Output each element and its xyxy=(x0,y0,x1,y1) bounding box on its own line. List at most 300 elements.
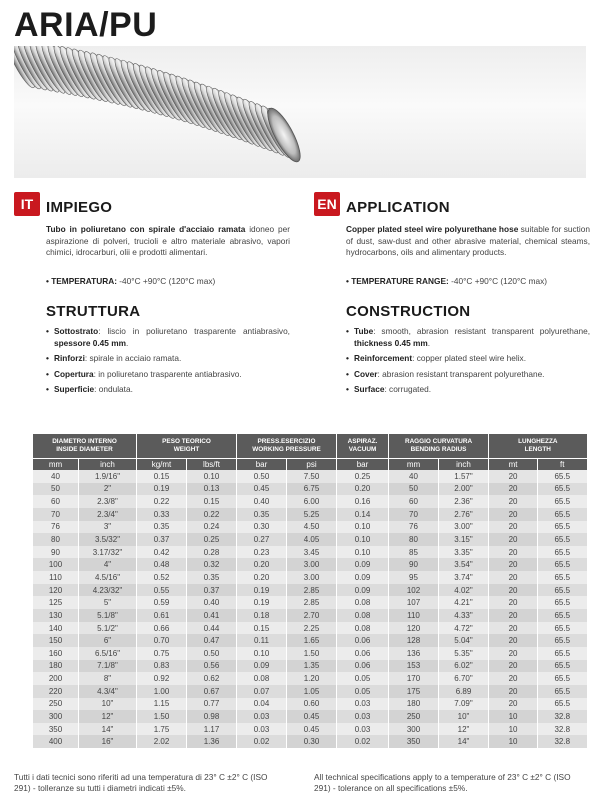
table-cell: 20 xyxy=(489,634,538,647)
table-row xyxy=(33,647,587,660)
group-label-it: DIAMETRO INTERNO xyxy=(52,437,117,445)
table-cell: 0.60 xyxy=(287,698,337,711)
table-cell: 0.44 xyxy=(187,622,237,635)
table-cell: 2" xyxy=(79,483,137,496)
table-cell: 20 xyxy=(489,470,538,483)
table-cell: 0.09 xyxy=(337,558,389,571)
table-cell: 65.5 xyxy=(538,698,587,711)
usage-bold-it: Tubo in poliuretano con spirale d'acciaio ramata xyxy=(46,224,246,234)
table-cell: 250 xyxy=(33,698,79,711)
table-cell: 350 xyxy=(33,723,79,736)
table-cell: 0.61 xyxy=(137,609,187,622)
table-cell: 0.62 xyxy=(187,672,237,685)
table-cell: 4.23/32" xyxy=(79,584,137,597)
table-cell: 80 xyxy=(389,533,439,546)
table-cell: 1.35 xyxy=(287,660,337,673)
table-cell: 0.52 xyxy=(137,571,187,584)
lang-badge-it: IT xyxy=(14,192,40,216)
column-unit: inch xyxy=(79,458,137,470)
table-cell: 65.5 xyxy=(538,558,587,571)
table-cell: 6.02" xyxy=(439,660,489,673)
table-cell: 0.98 xyxy=(187,710,237,723)
structure-title-en: CONSTRUCTION xyxy=(346,303,471,320)
table-cell: 0.47 xyxy=(187,634,237,647)
table-cell: 20 xyxy=(489,596,538,609)
table-cell: 125 xyxy=(33,596,79,609)
table-cell: 107 xyxy=(389,596,439,609)
table-cell: 0.77 xyxy=(187,698,237,711)
table-cell: 130 xyxy=(33,609,79,622)
table-cell: 65.5 xyxy=(538,571,587,584)
table-cell: 0.50 xyxy=(187,647,237,660)
group-label-en: BENDING RADIUS xyxy=(410,445,467,453)
column-unit: lbs/ft xyxy=(187,458,237,470)
table-cell: 0.06 xyxy=(337,660,389,673)
table-cell: 180 xyxy=(389,698,439,711)
group-label-it: LUNGHEZZA xyxy=(518,437,558,445)
table-cell: 1.50 xyxy=(287,647,337,660)
table-cell: 160 xyxy=(33,647,79,660)
hose-image xyxy=(14,46,586,178)
table-cell: 0.02 xyxy=(237,735,287,748)
table-cell: 60 xyxy=(389,495,439,508)
table-cell: 20 xyxy=(489,495,538,508)
table-cell: 0.27 xyxy=(237,533,287,546)
table-cell: 300 xyxy=(389,723,439,736)
list-item xyxy=(46,384,290,396)
column-unit: psi xyxy=(287,458,337,470)
table-cell: 20 xyxy=(489,533,538,546)
table-cell: 4.05 xyxy=(287,533,337,546)
column-unit: mm xyxy=(389,458,439,470)
table-cell: 1.75 xyxy=(137,723,187,736)
table-cell: 65.5 xyxy=(538,660,587,673)
list-item xyxy=(46,369,290,381)
table-row xyxy=(33,660,587,673)
item-label: Copertura xyxy=(54,368,94,379)
table-cell: 150 xyxy=(33,634,79,647)
table-cell: 0.09 xyxy=(337,571,389,584)
page-title: ARIA/PU xyxy=(14,6,158,44)
table-cell: 0.92 xyxy=(137,672,187,685)
item-tail: . xyxy=(427,337,431,348)
table-row xyxy=(33,672,587,685)
table-cell: 1.57" xyxy=(439,470,489,483)
table-cell: 0.32 xyxy=(187,558,237,571)
table-cell: 0.08 xyxy=(337,609,389,622)
table-group-heading xyxy=(33,434,137,458)
item-label: Rinforzi xyxy=(54,353,85,363)
table-cell: 65.5 xyxy=(538,521,587,534)
table-cell: 0.37 xyxy=(187,584,237,597)
table-cell: 250 xyxy=(389,710,439,723)
table-cell: 120 xyxy=(33,584,79,597)
footnote-en: All technical specifications apply to a temperature of 23° C ±2° C (ISO 291) - tolerance on all specifications ±5%. xyxy=(314,772,571,793)
table-unit-header xyxy=(33,458,587,470)
specs-table xyxy=(32,434,586,748)
item-text: : ondulata. xyxy=(94,384,133,394)
column-unit: bar xyxy=(237,458,287,470)
table-cell: 3.45 xyxy=(287,546,337,559)
table-cell: 10" xyxy=(79,698,137,711)
table-row xyxy=(33,521,587,534)
item-text: : liscio in poliuretano trasparente antiabrasivo, xyxy=(98,326,290,336)
item-label: Superficie xyxy=(54,384,95,394)
table-cell: 3.54" xyxy=(439,558,489,571)
table-cell: 65.5 xyxy=(538,495,587,508)
item-label: Sottostrato xyxy=(54,326,99,336)
table-cell: 65.5 xyxy=(538,609,587,622)
table-cell: 32.8 xyxy=(538,735,587,748)
table-cell: 95 xyxy=(389,571,439,584)
table-cell: 0.03 xyxy=(337,710,389,723)
usage-text-en xyxy=(346,224,590,259)
temp-label-it: • TEMPERATURA: xyxy=(46,276,117,286)
item-text: : copper plated steel wire helix. xyxy=(412,353,527,363)
table-cell: 4.50 xyxy=(287,521,337,534)
table-cell: 0.06 xyxy=(337,647,389,660)
table-cell: 5.04" xyxy=(439,634,489,647)
table-cell: 0.45 xyxy=(287,710,337,723)
table-cell: 0.11 xyxy=(237,634,287,647)
table-cell: 65.5 xyxy=(538,584,587,597)
table-cell: 0.19 xyxy=(137,483,187,496)
specs-grid xyxy=(32,434,587,748)
table-cell: 0.10 xyxy=(237,647,287,660)
item-bold: spessore 0.45 mm xyxy=(54,337,126,348)
column-unit: bar xyxy=(337,458,389,470)
table-row xyxy=(33,558,587,571)
table-cell: 20 xyxy=(489,660,538,673)
table-cell: 0.03 xyxy=(237,710,287,723)
table-cell: 1.65 xyxy=(287,634,337,647)
table-cell: 0.23 xyxy=(237,546,287,559)
table-cell: 3" xyxy=(79,521,137,534)
table-cell: 128 xyxy=(389,634,439,647)
table-cell: 350 xyxy=(389,735,439,748)
table-cell: 0.19 xyxy=(237,596,287,609)
table-cell: 0.15 xyxy=(237,622,287,635)
table-body xyxy=(33,470,587,748)
item-text: : corrugated. xyxy=(384,384,432,394)
table-cell: 0.08 xyxy=(337,596,389,609)
table-cell: 3.15" xyxy=(439,533,489,546)
table-cell: 0.59 xyxy=(137,596,187,609)
table-cell: 0.08 xyxy=(337,622,389,635)
temp-value-it: -40°C +90°C (120°C max) xyxy=(116,276,216,286)
table-cell: 5.25 xyxy=(287,508,337,521)
table-cell: 0.30 xyxy=(237,521,287,534)
table-cell: 3.00" xyxy=(439,521,489,534)
table-cell: 0.05 xyxy=(337,672,389,685)
list-item xyxy=(346,369,590,381)
table-cell: 0.45 xyxy=(237,483,287,496)
table-cell: 200 xyxy=(33,672,79,685)
table-cell: 0.20 xyxy=(237,558,287,571)
table-cell: 0.15 xyxy=(187,495,237,508)
column-unit: ft xyxy=(538,458,587,470)
table-cell: 0.08 xyxy=(237,672,287,685)
table-cell: 0.66 xyxy=(137,622,187,635)
table-cell: 0.15 xyxy=(137,470,187,483)
group-label-it: RAGGIO CURVATURA xyxy=(404,437,473,445)
table-cell: 4.02" xyxy=(439,584,489,597)
group-label-en: WEIGHT xyxy=(173,445,200,453)
group-label-en: WORKING PRESSURE xyxy=(252,445,321,453)
table-row xyxy=(33,723,587,736)
footnote-it: Tutti i dati tecnici sono riferiti ad una temperatura di 23° C ±2° C (ISO 291) - tolleranze su tutti i diametri indicati ±5%. xyxy=(14,772,268,793)
table-cell: 4.21" xyxy=(439,596,489,609)
table-cell: 20 xyxy=(489,483,538,496)
table-cell: 7.1/8" xyxy=(79,660,137,673)
table-cell: 5.35" xyxy=(439,647,489,660)
table-cell: 2.36" xyxy=(439,495,489,508)
table-cell: 0.75 xyxy=(137,647,187,660)
table-cell: 14" xyxy=(439,735,489,748)
table-cell: 0.09 xyxy=(337,584,389,597)
table-cell: 5.1/8" xyxy=(79,609,137,622)
table-cell: 300 xyxy=(33,710,79,723)
table-cell: 7.09" xyxy=(439,698,489,711)
item-text: : in poliuretano trasparente antiabrasivo. xyxy=(93,368,242,379)
corrugated-hose-illustration xyxy=(14,46,586,178)
table-cell: 16" xyxy=(79,735,137,748)
table-cell: 14" xyxy=(79,723,137,736)
table-group-heading xyxy=(389,434,489,458)
table-cell: 0.45 xyxy=(287,723,337,736)
table-cell: 65.5 xyxy=(538,596,587,609)
table-cell: 40 xyxy=(389,470,439,483)
table-cell: 20 xyxy=(489,584,538,597)
table-cell: 0.56 xyxy=(187,660,237,673)
table-cell: 10 xyxy=(489,723,538,736)
temperature-it xyxy=(46,276,290,286)
table-cell: 65.5 xyxy=(538,546,587,559)
table-cell: 8" xyxy=(79,672,137,685)
table-cell: 2.00" xyxy=(439,483,489,496)
table-cell: 0.09 xyxy=(237,660,287,673)
usage-title-en: APPLICATION xyxy=(346,199,450,216)
table-cell: 6" xyxy=(79,634,137,647)
list-item xyxy=(46,353,290,365)
table-cell: 0.20 xyxy=(337,483,389,496)
table-cell: 0.06 xyxy=(337,634,389,647)
table-cell: 76 xyxy=(33,521,79,534)
table-cell: 0.24 xyxy=(187,521,237,534)
table-cell: 1.05 xyxy=(287,685,337,698)
table-cell: 0.33 xyxy=(137,508,187,521)
table-cell: 5" xyxy=(79,596,137,609)
usage-bold-en: Copper plated steel wire polyurethane hose xyxy=(346,224,519,234)
table-cell: 0.28 xyxy=(187,546,237,559)
table-cell: 0.16 xyxy=(337,495,389,508)
table-cell: 0.10 xyxy=(187,470,237,483)
table-cell: 110 xyxy=(33,571,79,584)
table-cell: 20 xyxy=(489,622,538,635)
table-cell: 2.02 xyxy=(137,735,187,748)
table-cell: 85 xyxy=(389,546,439,559)
table-cell: 0.40 xyxy=(237,495,287,508)
table-cell: 20 xyxy=(489,647,538,660)
table-cell: 0.70 xyxy=(137,634,187,647)
table-cell: 20 xyxy=(489,698,538,711)
table-row xyxy=(33,571,587,584)
table-cell: 3.5/32" xyxy=(79,533,137,546)
temperature-en xyxy=(346,276,590,286)
table-cell: 0.20 xyxy=(237,571,287,584)
table-row xyxy=(33,710,587,723)
table-cell: 6.00 xyxy=(287,495,337,508)
table-cell: 0.10 xyxy=(337,521,389,534)
table-row xyxy=(33,634,587,647)
table-cell: 80 xyxy=(33,533,79,546)
group-label-en: LENGTH xyxy=(524,445,551,453)
usage-title-it: IMPIEGO xyxy=(46,199,113,216)
table-cell: 10 xyxy=(489,735,538,748)
table-cell: 20 xyxy=(489,521,538,534)
table-cell: 32.8 xyxy=(538,710,587,723)
column-unit: mt xyxy=(489,458,538,470)
table-cell: 6.70" xyxy=(439,672,489,685)
table-cell: 20 xyxy=(489,558,538,571)
table-cell: 3.74" xyxy=(439,571,489,584)
table-cell: 65.5 xyxy=(538,508,587,521)
table-cell: 10 xyxy=(489,710,538,723)
table-cell: 2.25 xyxy=(287,622,337,635)
table-group-heading xyxy=(337,434,389,458)
table-cell: 110 xyxy=(389,609,439,622)
item-label: Surface xyxy=(354,384,385,394)
table-cell: 3.00 xyxy=(287,558,337,571)
table-row xyxy=(33,735,587,748)
table-row xyxy=(33,470,587,483)
table-row xyxy=(33,533,587,546)
table-cell: 3.00 xyxy=(287,571,337,584)
table-cell: 0.55 xyxy=(137,584,187,597)
group-label-it: PESO TEORICO xyxy=(162,437,211,445)
table-cell: 50 xyxy=(33,483,79,496)
table-cell: 2.3/8" xyxy=(79,495,137,508)
table-cell: 0.14 xyxy=(337,508,389,521)
table-cell: 140 xyxy=(33,622,79,635)
structure-list-en xyxy=(346,326,590,400)
table-cell: 1.00 xyxy=(137,685,187,698)
table-cell: 90 xyxy=(389,558,439,571)
table-cell: 0.22 xyxy=(187,508,237,521)
table-row xyxy=(33,609,587,622)
usage-desc-it: idoneo per aspirazione di polveri, trucioli e altro materiale abrasivo, vapori chimici, idrocarburi, olii e prodotti alimentari. xyxy=(46,224,290,257)
table-cell: 65.5 xyxy=(538,647,587,660)
table-row xyxy=(33,483,587,496)
table-cell: 0.22 xyxy=(137,495,187,508)
table-cell: 90 xyxy=(33,546,79,559)
table-cell: 220 xyxy=(33,685,79,698)
table-cell: 65.5 xyxy=(538,533,587,546)
table-cell: 5.1/2" xyxy=(79,622,137,635)
table-cell: 20 xyxy=(489,685,538,698)
table-cell: 2.85 xyxy=(287,596,337,609)
table-cell: 65.5 xyxy=(538,634,587,647)
temp-label-en: • TEMPERATURE RANGE: xyxy=(346,276,449,286)
table-cell: 3.17/32" xyxy=(79,546,137,559)
table-cell: 4.72" xyxy=(439,622,489,635)
table-cell: 3.35" xyxy=(439,546,489,559)
table-cell: 175 xyxy=(389,685,439,698)
table-cell: 65.5 xyxy=(538,483,587,496)
table-cell: 0.48 xyxy=(137,558,187,571)
table-cell: 0.10 xyxy=(337,533,389,546)
table-cell: 2.70 xyxy=(287,609,337,622)
table-cell: 0.35 xyxy=(237,508,287,521)
structure-list-it xyxy=(46,326,290,400)
table-cell: 0.18 xyxy=(237,609,287,622)
table-cell: 0.03 xyxy=(237,723,287,736)
table-cell: 10" xyxy=(439,710,489,723)
table-cell: 400 xyxy=(33,735,79,748)
item-text: : smooth, abrasion resistant transparent polyurethane, xyxy=(373,326,590,336)
table-cell: 170 xyxy=(389,672,439,685)
table-row xyxy=(33,698,587,711)
table-cell: 4.3/4" xyxy=(79,685,137,698)
table-cell: 40 xyxy=(33,470,79,483)
table-cell: 102 xyxy=(389,584,439,597)
table-cell: 0.41 xyxy=(187,609,237,622)
table-cell: 32.8 xyxy=(538,723,587,736)
table-cell: 65.5 xyxy=(538,470,587,483)
table-group-heading xyxy=(237,434,337,458)
temp-value-en: -40°C +90°C (120°C max) xyxy=(448,276,548,286)
table-cell: 4.33" xyxy=(439,609,489,622)
table-cell: 60 xyxy=(33,495,79,508)
table-row xyxy=(33,622,587,635)
table-cell: 4.5/16" xyxy=(79,571,137,584)
table-cell: 2.76" xyxy=(439,508,489,521)
table-cell: 1.9/16" xyxy=(79,470,137,483)
group-label-en: VACUUM xyxy=(348,445,377,453)
table-cell: 12" xyxy=(439,723,489,736)
table-group-heading xyxy=(489,434,587,458)
table-cell: 0.05 xyxy=(337,685,389,698)
table-cell: 0.30 xyxy=(287,735,337,748)
table-cell: 0.13 xyxy=(187,483,237,496)
table-cell: 20 xyxy=(489,609,538,622)
table-cell: 2.85 xyxy=(287,584,337,597)
item-tail: . xyxy=(125,337,129,348)
table-cell: 0.42 xyxy=(137,546,187,559)
table-cell: 0.02 xyxy=(337,735,389,748)
list-item xyxy=(346,353,590,365)
table-cell: 1.15 xyxy=(137,698,187,711)
group-label-en: INSIDE DIAMETER xyxy=(56,445,113,453)
table-cell: 136 xyxy=(389,647,439,660)
list-item xyxy=(46,326,290,349)
table-cell: 0.25 xyxy=(187,533,237,546)
table-cell: 0.07 xyxy=(237,685,287,698)
structure-title-it: STRUTTURA xyxy=(46,303,141,320)
table-cell: 1.50 xyxy=(137,710,187,723)
table-cell: 0.10 xyxy=(337,546,389,559)
table-cell: 20 xyxy=(489,546,538,559)
table-cell: 7.50 xyxy=(287,470,337,483)
table-cell: 0.83 xyxy=(137,660,187,673)
table-cell: 6.5/16" xyxy=(79,647,137,660)
table-cell: 0.67 xyxy=(187,685,237,698)
table-cell: 1.36 xyxy=(187,735,237,748)
item-label: Cover xyxy=(354,368,378,379)
table-row xyxy=(33,685,587,698)
table-cell: 0.03 xyxy=(337,698,389,711)
table-cell: 153 xyxy=(389,660,439,673)
